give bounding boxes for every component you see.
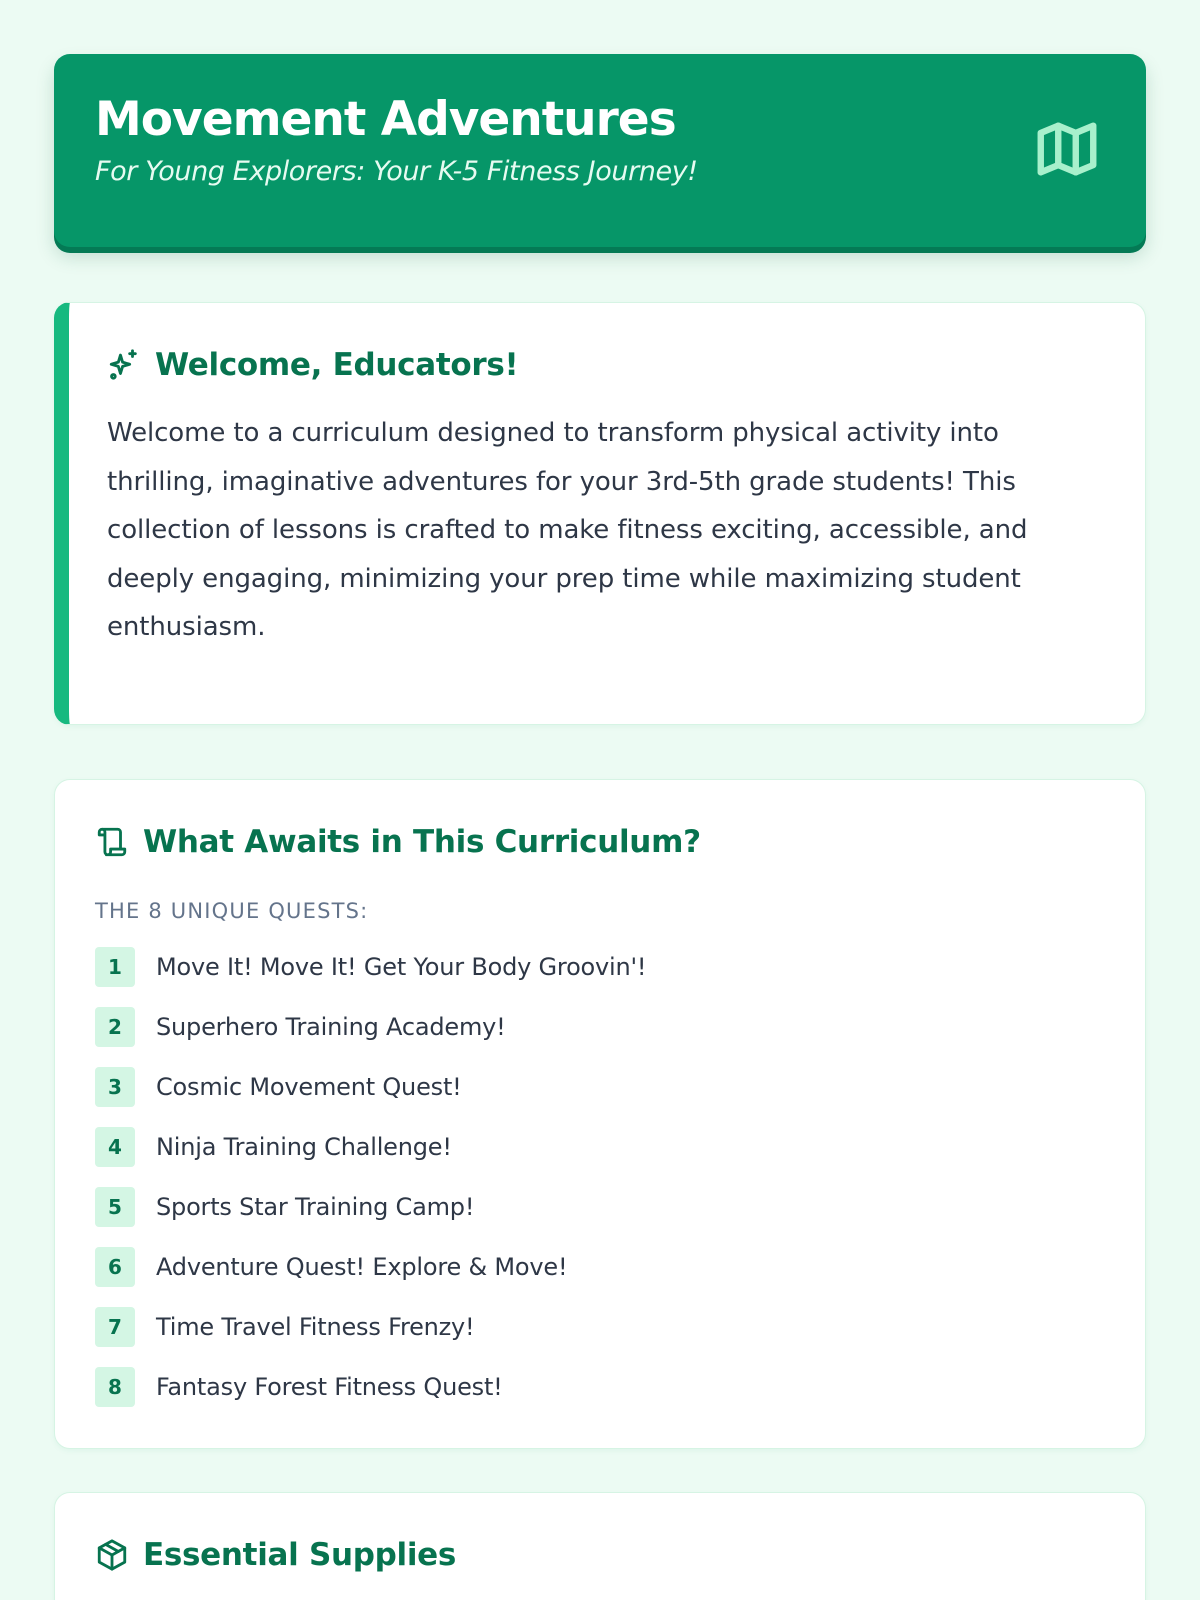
quest-title: Time Travel Fitness Frenzy!	[156, 1313, 475, 1341]
quest-title: Sports Star Training Camp!	[156, 1193, 475, 1221]
quest-list	[95, 947, 1105, 1407]
quest-title: Fantasy Forest Fitness Quest!	[156, 1373, 503, 1401]
quests-label: THE 8 UNIQUE QUESTS:	[95, 899, 369, 923]
list-item	[95, 1007, 1105, 1047]
quest-number-badge: 4	[95, 1127, 135, 1167]
curriculum-heading	[95, 824, 1105, 860]
supplies-card	[54, 1492, 1146, 1600]
list-item	[95, 1067, 1105, 1107]
quest-title: Move It! Move It! Get Your Body Groovin'!	[156, 953, 647, 981]
sparkles-icon	[107, 348, 141, 382]
quest-title: Ninja Training Challenge!	[156, 1133, 452, 1161]
list-item	[95, 1187, 1105, 1227]
package-icon	[95, 1538, 129, 1572]
curriculum-heading-text: What Awaits in This Curriculum?	[143, 824, 701, 860]
hero-header	[54, 54, 1146, 247]
welcome-heading-text: Welcome, Educators!	[155, 347, 519, 383]
map-icon	[1032, 114, 1102, 184]
supplies-heading	[95, 1537, 1105, 1573]
list-item	[95, 1307, 1105, 1347]
page-title: Movement Adventures	[95, 92, 676, 147]
supplies-heading-text: Essential Supplies	[143, 1537, 457, 1573]
quest-title: Cosmic Movement Quest!	[156, 1073, 462, 1101]
scroll-icon	[95, 825, 129, 859]
list-item	[95, 1367, 1105, 1407]
welcome-body: Welcome to a curriculum designed to transform physical activity into thrilling, imaginative adventures for your 3rd-5th grade students! This collection of lessons is crafted to make fitness exciting, accessible, and deeply engaging, minimizing your prep time while maximizing student enthusiasm.	[107, 418, 1028, 642]
quest-number-badge: 6	[95, 1247, 135, 1287]
quest-number-badge: 3	[95, 1067, 135, 1107]
list-item	[95, 947, 1105, 987]
list-item	[95, 1247, 1105, 1287]
quest-number-badge: 5	[95, 1187, 135, 1227]
welcome-card	[54, 302, 1146, 725]
page-subtitle: For Young Explorers: Your K-5 Fitness Journey!	[95, 155, 698, 187]
curriculum-card	[54, 779, 1146, 1449]
welcome-heading	[107, 347, 1105, 383]
quest-number-badge: 8	[95, 1367, 135, 1407]
quest-number-badge: 7	[95, 1307, 135, 1347]
quest-title: Superhero Training Academy!	[156, 1013, 506, 1041]
quest-number-badge: 2	[95, 1007, 135, 1047]
quest-title: Adventure Quest! Explore & Move!	[156, 1253, 568, 1281]
quest-number-badge: 1	[95, 947, 135, 987]
list-item	[95, 1127, 1105, 1167]
